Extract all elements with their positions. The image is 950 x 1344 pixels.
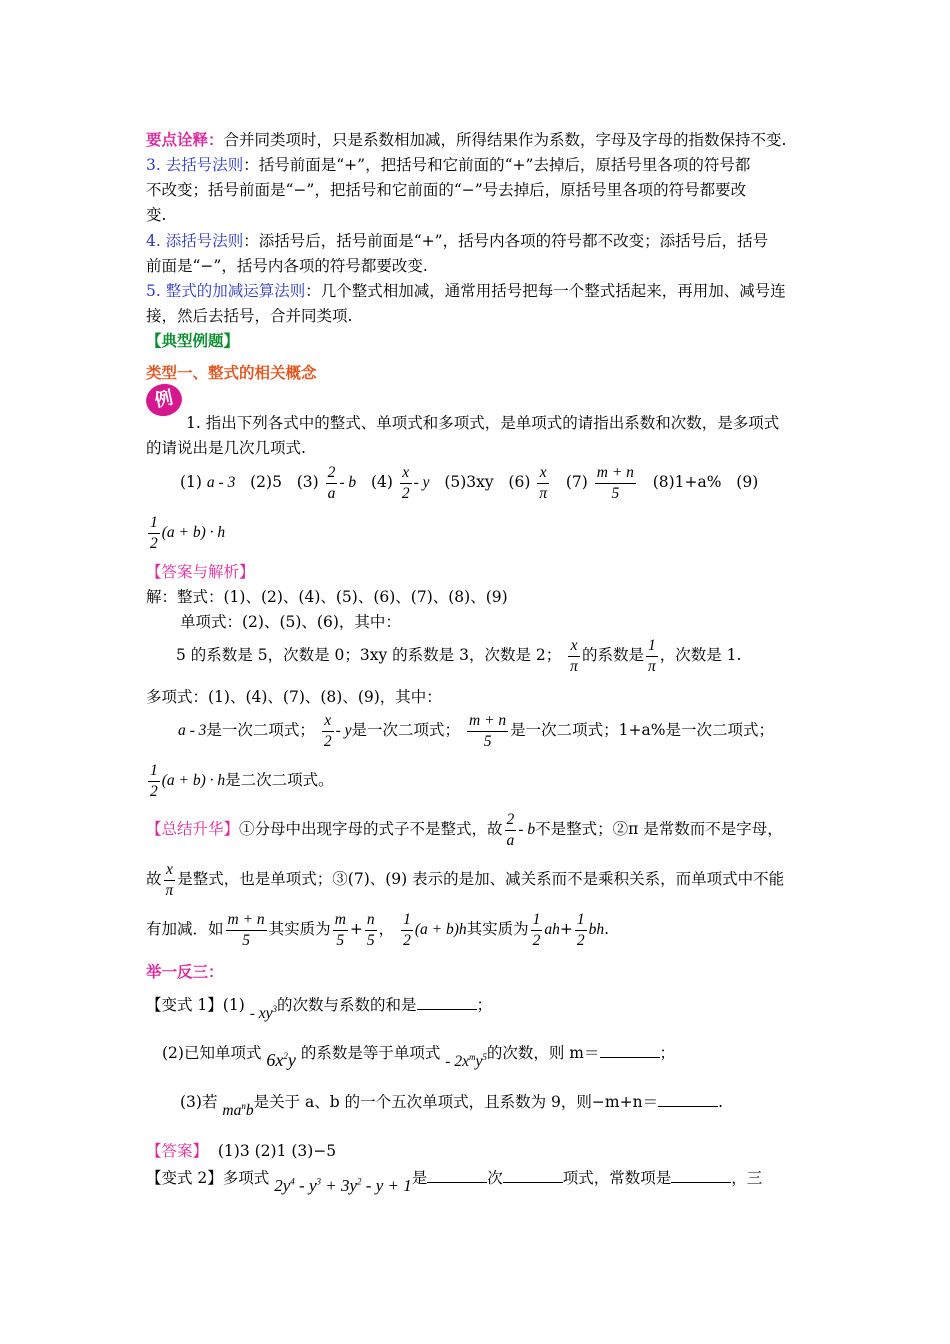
practice-heading: 举一反三： xyxy=(146,962,224,981)
solution-line5: a - 3是一次二项式； $\frac{x}{2}$ - y是一次二项式； $\frac{m + n}{5}$ 是一次二项式；1+a%是一次二项式； xyxy=(178,711,774,750)
variant-1-b: (2)已知单项式 $6x^2y$ 的系数是等于单项式 - $2x^my^5$的次数，则 m＝ ； xyxy=(162,1044,676,1070)
question-1-line1: 1. 指出下列各式中的整式、单项式和多项式，是单项式的请指出系数和次数，是多项式 xyxy=(186,414,780,432)
rule-5-line2: 接，然后去括号，合并同类项. xyxy=(146,307,353,325)
solution-line2: 单项式：(2)、(5)、(6)，其中： xyxy=(180,613,401,631)
rule-4-line2: 前面是“−”，括号内各项的符号都要改变. xyxy=(146,257,428,275)
question-1-line2: 的请说出是几次几项式. xyxy=(146,439,306,457)
variant-2: 【变式 2】多项式 $2y^4 - y^3 + 3y^2 - y + 1$是 次 项式，常数项是 ，三 xyxy=(146,1169,763,1195)
rule-3-line3: 变. xyxy=(146,206,167,224)
solution-line6: $\frac{1}{2}$ (a + b) · h是二次二项式。 xyxy=(150,761,334,800)
rule-4-line1: 4. 添括号法则：添括号后，括号前面是“+”，括号内各项的符号都不改变；添括号后，括号 xyxy=(146,232,769,250)
summary-line1: 【总结升华】①分母中出现字母的式子不是整式，故 $\frac{2}{a}$ - b不是整式；②π 是常数而不是字母， xyxy=(146,810,783,849)
solution-line4: 多项式：(1)、(4)、(7)、(8)、(9)，其中： xyxy=(146,688,442,706)
solution-line3: 5 的系数是 5，次数是 0；3xy 的系数是 3，次数是 2； $\frac{x}{\pi}$ 的系数是 $\frac{1}{\pi}$ ，次数是 1. xyxy=(176,636,742,675)
summary-line3: 有加减．如 $\frac{m + n}{5}$ 其实质为 $\frac{m}{5}$ + $\frac{n}{5}$ ， $\frac{1}{2}$ (a + b)h其实质为 $\frac{1}{2}$ ah+ $\frac{1}{2}$ bh. xyxy=(146,910,610,949)
rule-3-line2: 不改变；括号前面是“−”，把括号和它前面的“−”号去掉后，原括号里各项的符号都要改 xyxy=(146,181,747,199)
variant-1-c: (3)若 $ma^nb$是关于 a、b 的一个五次单项式，且系数为 9，则−m+n＝ . xyxy=(180,1093,724,1119)
rule-3-line1: 3. 去括号法则：括号前面是“+”，把括号和它前面的“+”去掉后，原括号里各项的符号都 xyxy=(146,156,751,174)
answers-line: 【答案】 (1)3 (2)1 (3)−5 xyxy=(146,1142,337,1160)
type1-heading: 类型一、整式的相关概念 xyxy=(146,363,317,382)
rule-5-line1: 5. 整式的加减运算法则：几个整式相加减，通常用括号把每一个整式括起来，再用加、减号连 xyxy=(146,282,786,300)
key-point-explanation: 要点诠释：合并同类项时，只是系数相加减，所得结果作为系数，字母及字母的指数保持不变. xyxy=(146,130,787,149)
expression-list: (1) a - 3 (2)5 (3) $\frac{2}{a}$ - b (4) $\frac{x}{2}$ - y (5)3xy (6) $\frac{x}{\pi}$ (7) $\frac{m + n}{5}$ (8)1+a% (9) xyxy=(180,463,759,502)
solution-line1: 解：整式：(1)、(2)、(4)、(5)、(6)、(7)、(8)、(9) xyxy=(146,588,508,606)
summary-line2: 故 $\frac{x}{\pi}$ 是整式，也是单项式；③(7)、(9) 表示的是加、减关系而不是乘积关系，而单项式中不能 xyxy=(146,860,785,899)
variant-1-a: 【变式 1】$(1) - xy^3$的次数与系数的和是 ； xyxy=(146,996,493,1022)
answer-heading: 【答案与解析】 xyxy=(146,563,255,581)
expression-9: $\frac{1}{2}$ (a + b) · h xyxy=(150,513,226,552)
examples-heading: 【典型例题】 xyxy=(146,331,240,350)
example-badge: 例 xyxy=(143,381,185,420)
